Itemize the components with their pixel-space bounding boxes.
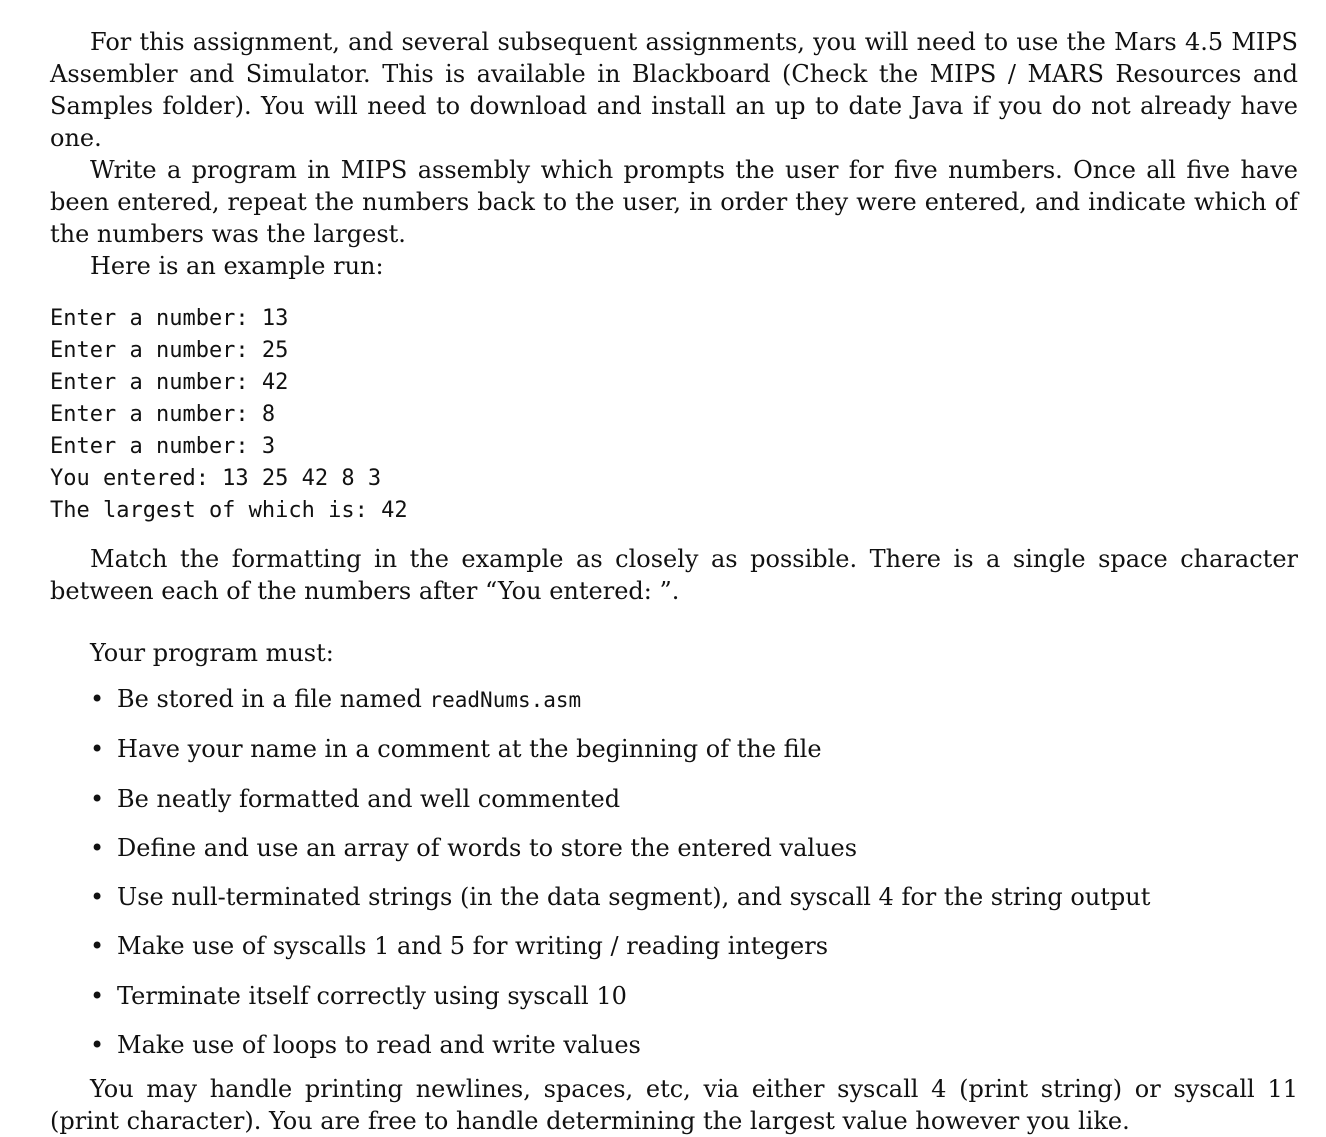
list-item <box>90 881 1298 913</box>
requirements-lead: Your program must: <box>90 639 334 667</box>
requirement-text: Be neatly formatted and well commented <box>117 784 621 813</box>
bullet-icon: • <box>90 883 105 912</box>
example-run-line: Enter a number: 13 <box>50 306 289 331</box>
requirements-list <box>50 683 1298 1061</box>
bullet-icon: • <box>90 735 105 764</box>
list-item <box>90 683 1298 716</box>
example-run-line: Enter a number: 42 <box>50 370 289 395</box>
example-run-line: The largest of which is: 42 <box>50 498 408 523</box>
example-run-line: Enter a number: 25 <box>50 338 289 363</box>
bullet-icon: • <box>90 1031 105 1060</box>
list-item <box>90 832 1298 864</box>
requirement-text: Have your name in a comment at the beginning of the file <box>117 735 822 764</box>
example-run-block <box>50 303 1298 527</box>
closing-paragraph: You may handle printing newlines, spaces, etc, via either syscall 4 (print string) or syscall 11 (print character). You are free to handle determining the largest value however you like. <box>50 1075 1298 1136</box>
list-item <box>90 930 1298 962</box>
requirement-text: Make use of loops to read and write values <box>117 1031 641 1060</box>
bullet-icon: • <box>90 981 105 1010</box>
bullet-icon: • <box>90 932 105 961</box>
filename: readNums.asm <box>429 688 582 712</box>
bullet-icon: • <box>90 685 105 713</box>
intro-paragraph-3: Here is an example run: <box>90 252 384 280</box>
bullet-icon: • <box>90 784 105 813</box>
list-item <box>90 1029 1298 1061</box>
requirement-text: Define and use an array of words to store the entered values <box>117 833 858 862</box>
list-item <box>90 980 1298 1012</box>
intro-paragraph-2: Write a program in MIPS assembly which prompts the user for five numbers. Once all five have been entered, repeat the numbers back to the user, in order they were entered, and indicate which of the numbers was the largest. <box>50 156 1298 248</box>
example-run-line: Enter a number: 8 <box>50 402 276 427</box>
requirement-text: Make use of syscalls 1 and 5 for writing / reading integers <box>117 932 829 961</box>
requirement-text: Terminate itself correctly using syscall 10 <box>117 981 627 1010</box>
requirement-text: Use null-terminated strings (in the data segment), and syscall 4 for the string output <box>117 883 1151 912</box>
requirement-text: Be stored in a file named <box>117 685 430 713</box>
bullet-icon: • <box>90 833 105 862</box>
list-item <box>90 783 1298 815</box>
formatting-note: Match the formatting in the example as closely as possible. There is a single space character between each of the numbers after “You entered: ”. <box>50 545 1298 605</box>
example-run-line: Enter a number: 3 <box>50 434 276 459</box>
example-run-line: You entered: 13 25 42 8 3 <box>50 466 382 491</box>
list-item <box>90 733 1298 765</box>
intro-paragraph-1: For this assignment, and several subsequent assignments, you will need to use the Mars 4.5 MIPS Assembler and Simulator. This is available in Blackboard (Check the MIPS / MARS Resources and Samples folder). You will need to download and install an up to date Java if you do not already have one. <box>50 28 1298 152</box>
assignment-document <box>50 26 1298 1137</box>
